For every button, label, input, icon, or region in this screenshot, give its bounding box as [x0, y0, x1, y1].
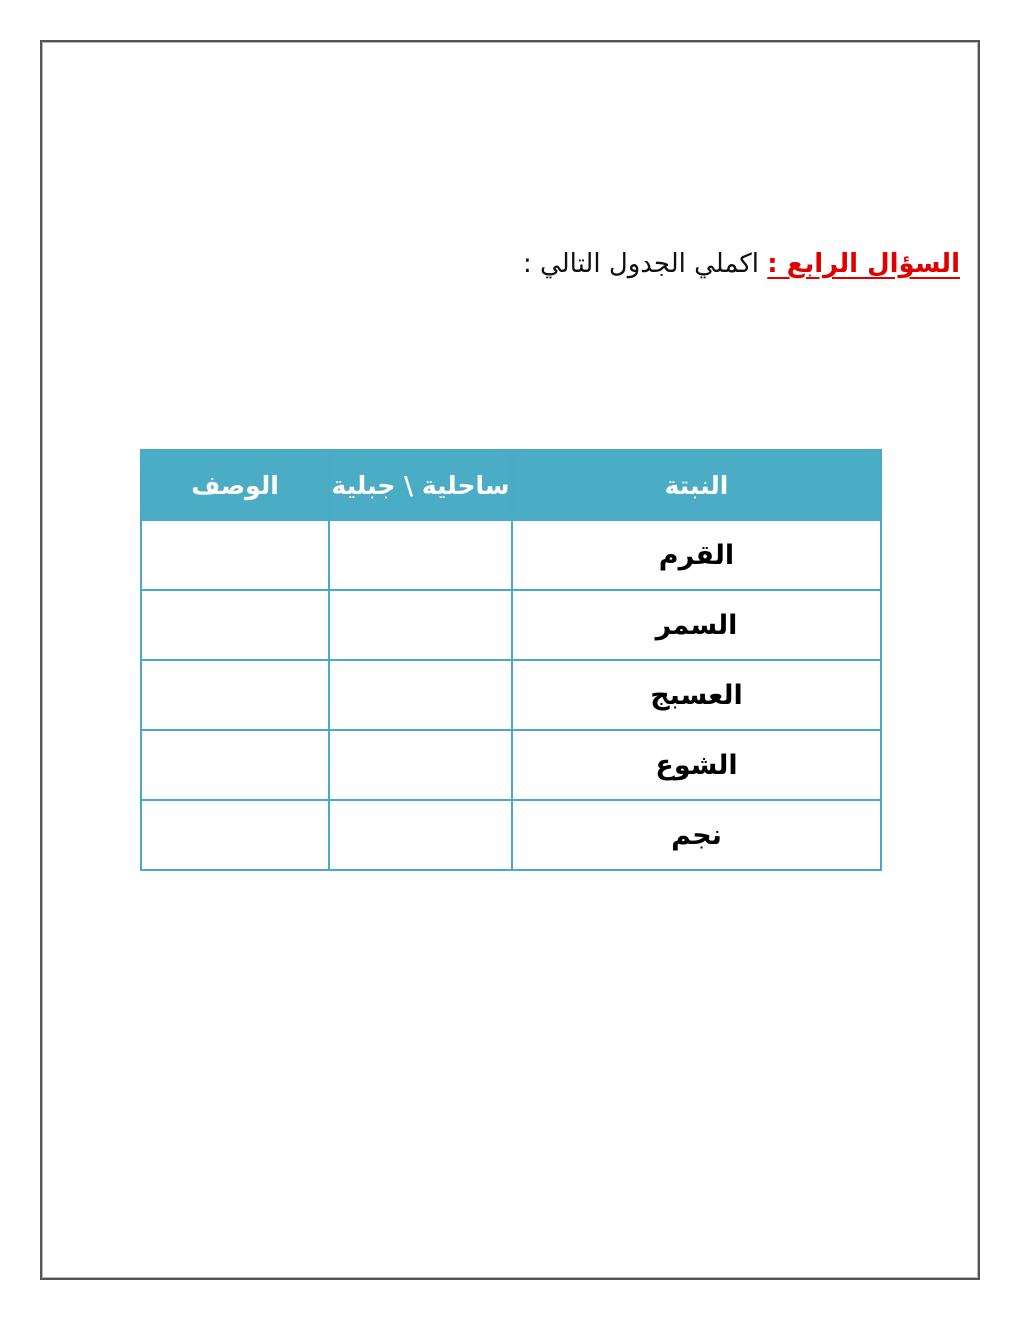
description-answer-cell[interactable] [141, 590, 329, 660]
description-answer-cell[interactable] [141, 660, 329, 730]
question-label: السؤال الرابع : [767, 249, 960, 279]
table-row [141, 800, 881, 870]
type-answer-cell[interactable] [329, 730, 512, 800]
header-description: الوصف [141, 450, 329, 520]
question-instruction: اكملي الجدول التالي : [523, 249, 760, 279]
type-answer-cell[interactable] [329, 660, 512, 730]
plant-name-cell: القرم [512, 520, 881, 590]
plant-name-cell: السمر [512, 590, 881, 660]
type-answer-cell[interactable] [329, 520, 512, 590]
description-answer-cell[interactable] [141, 730, 329, 800]
type-answer-cell[interactable] [329, 590, 512, 660]
table-row [141, 520, 881, 590]
plants-table [140, 449, 882, 871]
description-answer-cell[interactable] [141, 520, 329, 590]
table-row [141, 660, 881, 730]
type-answer-cell[interactable] [329, 800, 512, 870]
question-heading [523, 242, 960, 286]
header-coastal-mountain: ساحلية \ جبلية [329, 450, 512, 520]
plant-name-cell: العسبج [512, 660, 881, 730]
table-header-row [141, 450, 881, 520]
header-plant: النبتة [512, 450, 881, 520]
plant-name-cell: نجم [512, 800, 881, 870]
table-row [141, 730, 881, 800]
plant-name-cell: الشوع [512, 730, 881, 800]
description-answer-cell[interactable] [141, 800, 329, 870]
table-row [141, 590, 881, 660]
